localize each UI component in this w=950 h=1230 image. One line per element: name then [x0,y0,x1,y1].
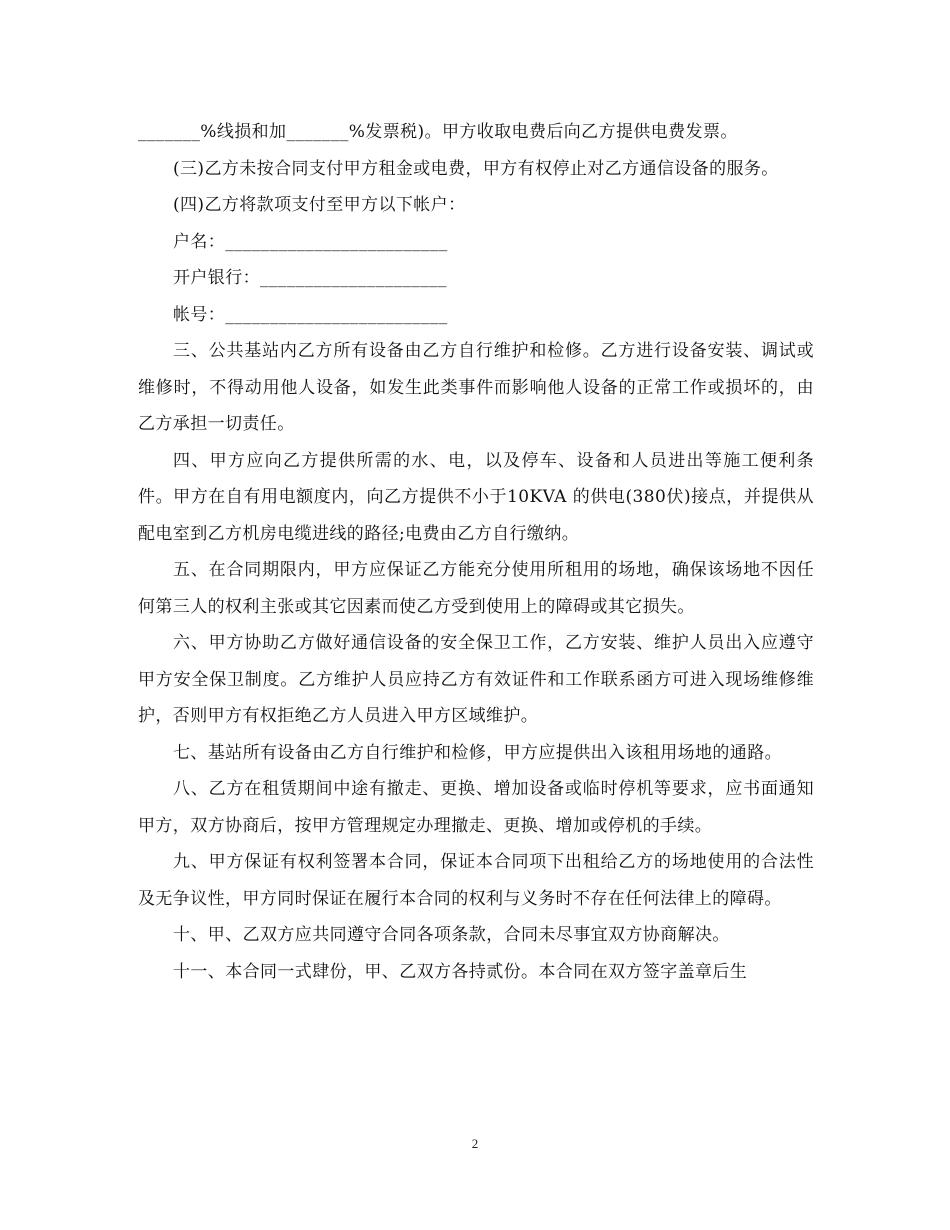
paragraph-fee-continuation: _______%线损和加_______%发票税)。甲方收取电费后向乙方提供电费发票。 [138,122,738,142]
paragraph-article-9: 九、甲方保证有权利签署本合同，保证本合同项下出租给乙方的场地使用的合法性及无争议性，甲方同时保证在履行本合同的权利与义务时不存在任何法律上的障碍。 [138,852,814,909]
account-name-line: 户名：_________________________ [173,231,448,252]
paragraph-article-3: 三、公共基站内乙方所有设备由乙方自行维护和检修。乙方进行设备安装、调试或维修时，不得动用他人设备，如发生此类事件而影响他人设备的正常工作或损坏的，由乙方承担一切责任。 [138,341,814,434]
bank-name-line: 开户银行：_____________________ [173,268,447,288]
paragraph-article-8: 八、乙方在租赁期间中途有撤走、更换、增加设备或临时停机等要求，应书面通知甲方，双方协商后，按甲方管理规定办理撤走、更换、增加或停机的手续。 [138,779,814,836]
paragraph-article-11: 十一、本合同一式肆份，甲、乙双方各持贰份。本合同在双方签字盖章后生 [173,961,748,982]
paragraph-article-6: 六、甲方协助乙方做好通信设备的安全保卫工作，乙方安装、维护人员出入应遵守甲方安全保卫制度。乙方维护人员应持乙方有效证件和工作联系函方可进入现场维修维护，否则甲方有权拒绝乙方人员进入甲方区域维护。 [138,633,814,726]
paragraph-article-4: 四、甲方应向乙方提供所需的水、电，以及停车、设备和人员进出等施工便利条件。甲方在自有用电额度内，向乙方提供不小于10KVA 的供电(380伏)接点，并提供从配电室到乙方机房电缆进线的路径;电费由乙方自行缴纳。 [138,450,814,544]
paragraph-clause-4: (四)乙方将款项支付至甲方以下帐户： [173,195,466,215]
page-number: 2 [471,1136,479,1151]
paragraph-article-5: 五、在合同期限内，甲方应保证乙方能充分使用所租用的场地，确保该场地不因任何第三人的权利主张或其它因素而使乙方受到使用上的障碍或其它损失。 [138,560,814,617]
paragraph-article-7: 七、基站所有设备由乙方自行维护和检修，甲方应提供出入该租用场地的通路。 [173,742,782,763]
account-number-line: 帐号：_________________________ [173,304,448,325]
paragraph-clause-3: (三)乙方未按合同支付甲方租金或电费，甲方有权停止对乙方通信设备的服务。 [173,158,779,179]
document-body [138,114,814,990]
paragraph-article-10: 十、甲、乙双方应共同遵守合同各项条款，合同未尽事宜双方协商解决。 [173,925,730,945]
